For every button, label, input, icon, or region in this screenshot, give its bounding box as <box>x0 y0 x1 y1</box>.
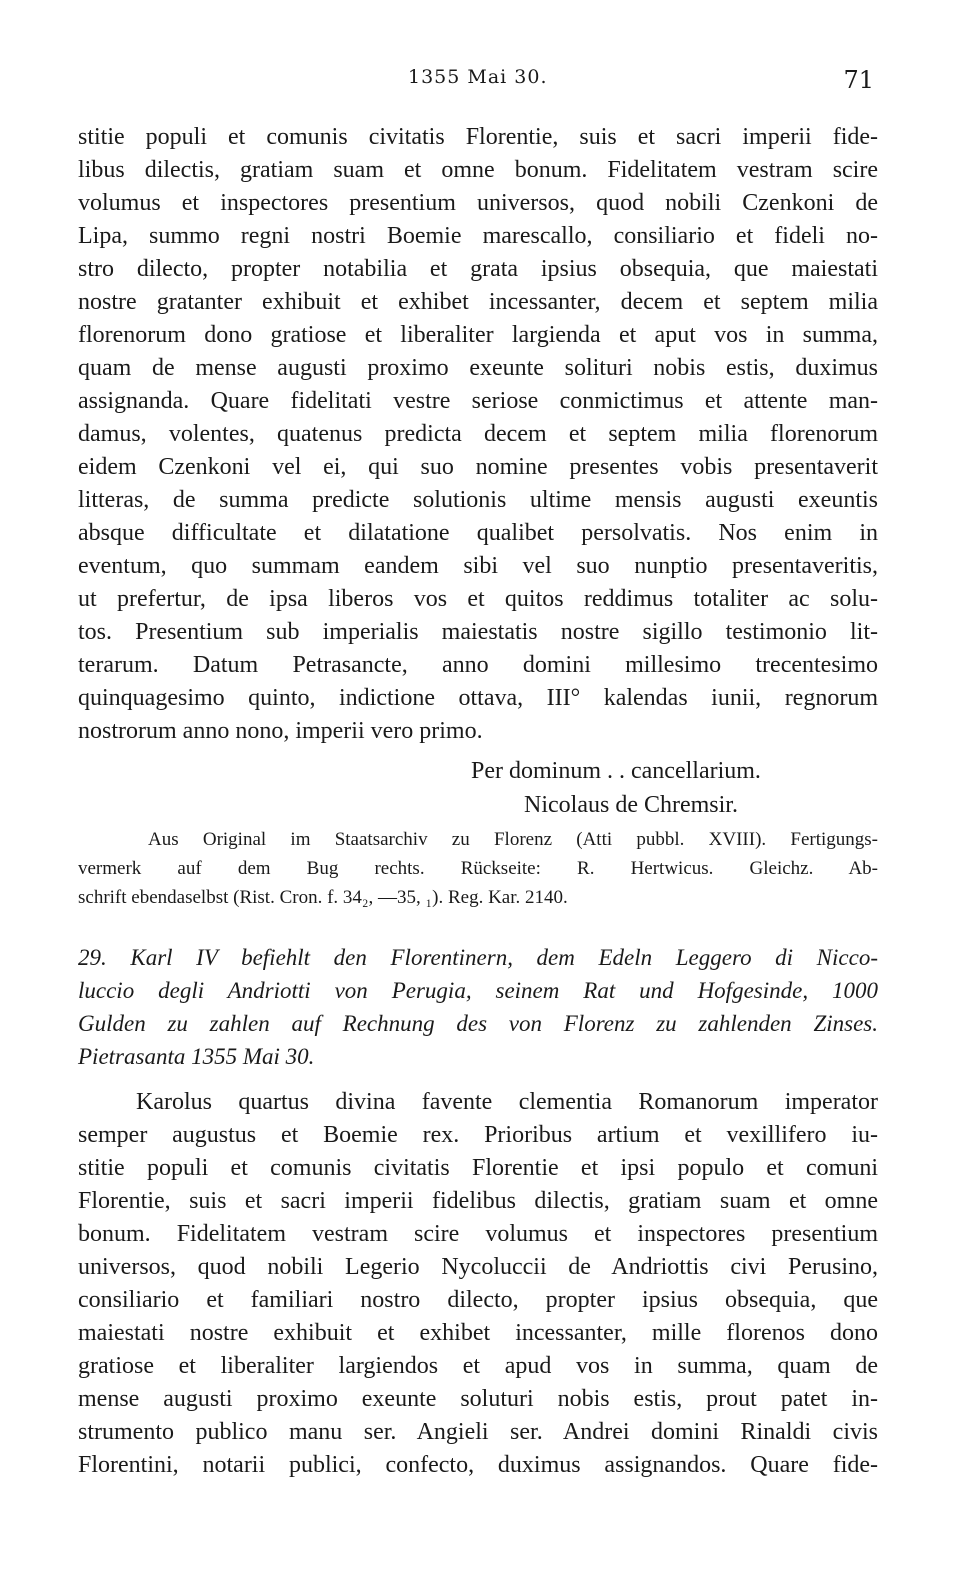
text-line: stro dilecto, propter notabilia et grata ipsius obsequia, que maiestati <box>78 256 878 282</box>
text-line: stitie populi et comunis civitatis Florentie, suis et sacri imperii fide- <box>78 124 878 150</box>
signer-name: Nicolaus de Chremsir. <box>524 792 738 818</box>
regest-line: luccio degli Andriotti von Perugia, seinem Rat und Hofgesinde, 1000 <box>78 978 878 1003</box>
text-line: damus, volentes, quatenus predicta decem et septem milia florenorum <box>78 421 878 447</box>
note-line: vermerk auf dem Bug rechts. Rückseite: R. Hertwicus. Gleichz. Ab- <box>78 858 878 879</box>
text-line: Karolus quartus divina favente clementia Romanorum imperator <box>136 1089 878 1115</box>
running-title: 1355 Mai 30. <box>408 66 548 88</box>
text-line: bonum. Fidelitatem vestram scire volumus et inspectores presentium <box>78 1221 878 1247</box>
page-number: 71 <box>843 66 874 94</box>
text-line: maiestati nostre exhibuit et exhibet incessanter, mille florenos dono <box>78 1320 878 1346</box>
text-line: Lipa, summo regni nostri Boemie marescallo, consiliario et fideli no- <box>78 223 878 249</box>
text-line: universos, quod nobili Legerio Nycoluccii de Andriottis civi Perusino, <box>78 1254 878 1280</box>
regest-text: Karl IV befiehlt den Florentinern, dem Edeln Leggero di Nicco- <box>130 945 878 970</box>
text-line: nostrorum anno nono, imperii vero primo. <box>78 718 483 744</box>
regest-29 <box>78 941 878 1073</box>
text-line: strumento publico manu ser. Angieli ser. Andrei domini Rinaldi civis <box>78 1419 878 1445</box>
text-line: gratiose et liberaliter largiendos et apud vos in summa, quam de <box>78 1353 878 1379</box>
signature-line <box>78 754 878 788</box>
text-line: assignanda. Quare fidelitati vestre seriose conmictimus et attente man- <box>78 388 878 414</box>
text-line: absque difficultate et dilatatione qualibet persolvatis. Nos enim in <box>78 520 878 546</box>
document-29-text <box>78 1086 878 1482</box>
text-line: quam de mense augusti proximo exeunte solituri nobis estis, duximus <box>78 355 878 381</box>
document-28-text <box>78 121 878 748</box>
regest-line <box>78 941 878 974</box>
text-line: stitie populi et comunis civitatis Florentie et ipsi populo et comuni <box>78 1155 878 1181</box>
text-line: semper augustus et Boemie rex. Prioribus artium et vexillifero iu- <box>78 1122 878 1148</box>
document-number: 29. <box>78 945 107 970</box>
text-line: florenorum dono gratiose et liberaliter largienda et aput vos in summa, <box>78 322 878 348</box>
regest-line: Pietrasanta 1355 Mai 30. <box>78 1044 315 1069</box>
text-line: ut prefertur, de ipsa liberos vos et quitos reddimus totaliter ac solu- <box>78 586 878 612</box>
note-line: schrift ebendaselbst (Rist. Cron. f. 34₂, —35, ₁). Reg. Kar. 2140. <box>78 887 568 908</box>
text-line: volumus et inspectores presentium universos, quod nobili Czenkoni de <box>78 190 878 216</box>
text-line: consiliario et familiari nostro dilecto, propter ipsius obsequia, que <box>78 1287 878 1313</box>
regest-line: Gulden zu zahlen auf Rechnung des von Florenz zu zahlenden Zinses. <box>78 1011 878 1036</box>
source-note <box>78 825 878 912</box>
text-line: libus dilectis, gratiam suam et omne bonum. Fidelitatem vestram scire <box>78 157 878 183</box>
text-line: quinquagesimo quinto, indictione ottava, III° kalendas iunii, regnorum <box>78 685 878 711</box>
text-line: eidem Czenkoni vel ei, qui suo nomine presentes vobis presentaverit <box>78 454 878 480</box>
text-line: nostre gratanter exhibuit et exhibet incessanter, decem et septem milia <box>78 289 878 315</box>
text-line: Florentini, notarii publici, confecto, duximus assignandos. Quare fide- <box>78 1452 878 1478</box>
signature-block <box>78 754 878 822</box>
text-line: Florentie, suis et sacri imperii fidelibus dilectis, gratiam suam et omne <box>78 1188 878 1214</box>
running-header <box>78 64 878 104</box>
signature-line <box>78 788 878 822</box>
text-line: terarum. Datum Petrasancte, anno domini millesimo trecentesimo <box>78 652 878 678</box>
text-line: litteras, de summa predicte solutionis ultime mensis augusti exeuntis <box>78 487 878 513</box>
text-line: tos. Presentium sub imperialis maiestatis nostre sigillo testimonio lit- <box>78 619 878 645</box>
text-line: mense augusti proximo exeunte soluturi nobis estis, prout patet in- <box>78 1386 878 1412</box>
text-line: eventum, quo summam eandem sibi vel suo nunptio presentaveritis, <box>78 553 878 579</box>
chancellor-line: Per dominum . . cancellarium. <box>471 758 761 784</box>
note-line: Aus Original im Staatsarchiv zu Florenz (Atti pubbl. XVIII). Fertigungs- <box>148 829 878 850</box>
